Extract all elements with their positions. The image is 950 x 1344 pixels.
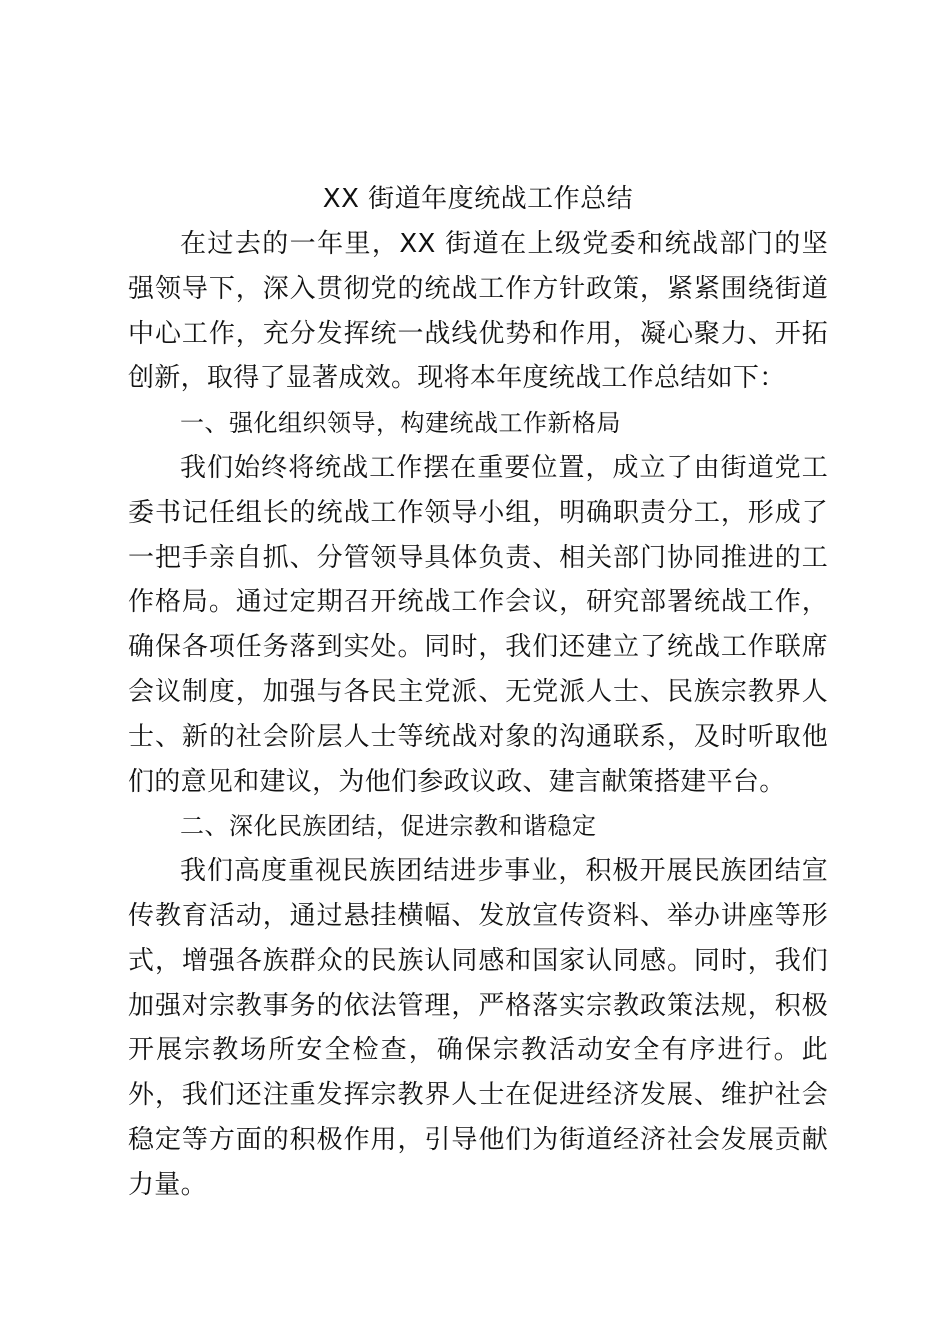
section-body: 我们高度重视民族团结进步事业，积极开展民族团结宣传教育活动，通过悬挂横幅、发放宣传资料、举办讲座等形式，增强各族群众的民族认同感和国家认同感。同时，我们加强对宗教事务的依法管理，严格落实宗教政策法规，积极开展宗教场所安全检查，确保宗教活动安全有序进行。此外，我们还注重发挥宗教界人士在促进经济发展、维护社会稳定等方面的积极作用，引导他们为街道经济社会发展贡献力量。	[128, 856, 828, 1200]
section-1	[128, 401, 828, 804]
intro-paragraph: 在过去的一年里，XX 街道在上级党委和统战部门的坚强领导下，深入贯彻党的统战工作方针政策，紧紧围绕街道中心工作，充分发挥统一战线优势和作用，凝心聚力、开拓创新，取得了显著成效。现将本年度统战工作总结如下：	[128, 229, 828, 394]
document-title: XX 街道年度统战工作总结	[322, 184, 634, 214]
document-page	[128, 176, 828, 1208]
section-heading: 二、深化民族团结，促进宗教和谐稳定	[180, 812, 597, 841]
section-body: 我们始终将统战工作摆在重要位置，成立了由街道党工委书记任组长的统战工作领导小组，明确职责分工，形成了一把手亲自抓、分管领导具体负责、相关部门协同推进的工作格局。通过定期召开统战工作会议，研究部署统战工作，确保各项任务落到实处。同时，我们还建立了统战工作联席会议制度，加强与各民主党派、无党派人士、民族宗教界人士、新的社会阶层人士等统战对象的沟通联系，及时听取他们的意见和建议，为他们参政议政、建言献策搭建平台。	[128, 452, 828, 797]
section-heading: 一、强化组织领导，构建统战工作新格局	[180, 409, 621, 438]
section-2	[128, 804, 828, 1207]
